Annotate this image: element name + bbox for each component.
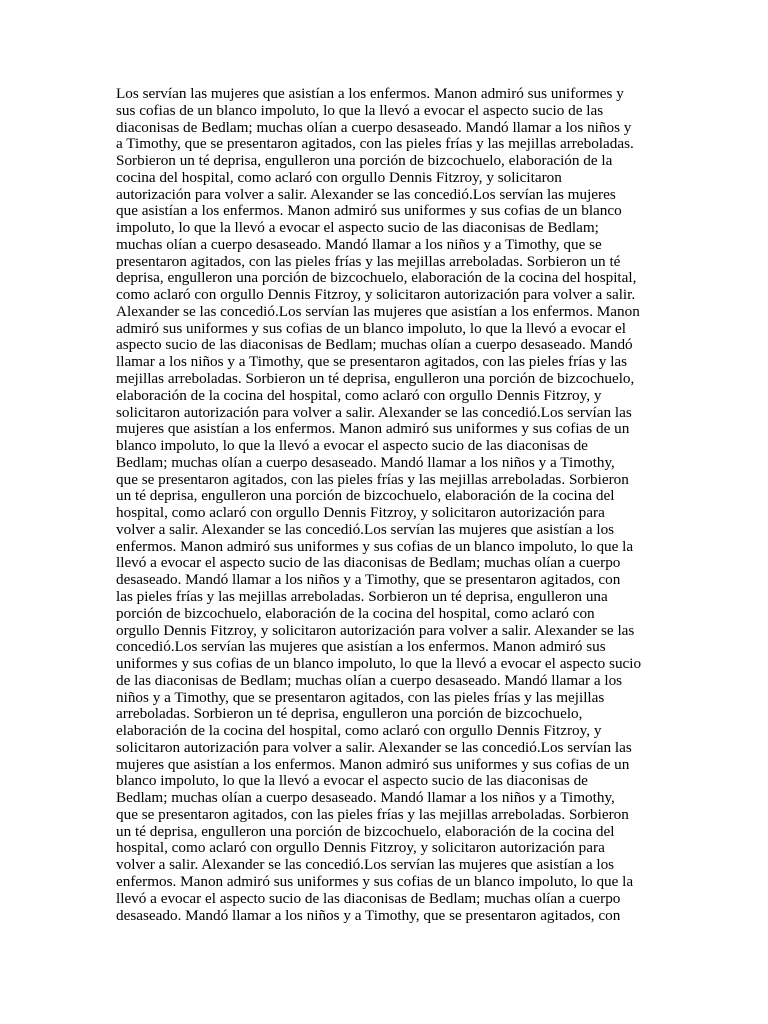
text-line: a Timothy, que se presentaron agitados, con las pieles frías y las mejillas arreboladas. bbox=[116, 135, 634, 153]
text-line: de las diaconisas de Bedlam; muchas olían a cuerpo desaseado. Mandó llamar a los bbox=[116, 671, 623, 689]
text-line: blanco impoluto, lo que la llevó a evocar el aspecto sucio de las diaconisas de bbox=[116, 437, 588, 455]
text-line: hospital, como aclaró con orgullo Dennis Fitzroy, y solicitaron autorización para bbox=[116, 839, 605, 857]
text-line: como aclaró con orgullo Dennis Fitzroy, y solicitaron autorización para volver a salir. bbox=[116, 286, 636, 304]
text-line: uniformes y sus cofias de un blanco impoluto, lo que la llevó a evocar el aspecto sucio bbox=[116, 655, 642, 673]
text-line: presentaron agitados, con las pieles frías y las mejillas arreboladas. Sorbieron un té bbox=[116, 252, 621, 270]
text-line: enfermos. Manon admiró sus uniformes y sus cofias de un blanco impoluto, lo que la bbox=[116, 872, 634, 890]
text-line: impoluto, lo que la llevó a evocar el aspecto sucio de las diaconisas de Bedlam; bbox=[116, 219, 599, 237]
text-line: mujeres que asistían a los enfermos. Manon admiró sus uniformes y sus cofias de un bbox=[116, 420, 630, 438]
text-line: Sorbieron un té deprisa, engulleron una porción de bizcochuelo, elaboración de la bbox=[116, 152, 613, 170]
text-line: sus cofias de un blanco impoluto, lo que la llevó a evocar el aspecto sucio de las bbox=[116, 101, 604, 119]
text-line: concedió.Los servían las mujeres que asistían a los enfermos. Manon admiró sus bbox=[116, 638, 606, 656]
text-line: un té deprisa, engulleron una porción de bizcochuelo, elaboración de la cocina del bbox=[116, 822, 615, 840]
text-line: diaconisas de Bedlam; muchas olían a cuerpo desaseado. Mandó llamar a los niños y bbox=[116, 118, 632, 136]
text-line: solicitaron autorización para volver a salir. Alexander se las concedió.Los servían las bbox=[116, 403, 632, 421]
text-line: desaseado. Mandó llamar a los niños y a Timothy, que se presentaron agitados, con bbox=[116, 571, 621, 589]
text-line: autorización para volver a salir. Alexander se las concedió.Los servían las mujeres bbox=[116, 185, 616, 203]
text-line: un té deprisa, engulleron una porción de bizcochuelo, elaboración de la cocina del bbox=[116, 487, 615, 505]
text-line: Bedlam; muchas olían a cuerpo desaseado. Mandó llamar a los niños y a Timothy, bbox=[116, 453, 615, 471]
text-line: desaseado. Mandó llamar a los niños y a Timothy, que se presentaron agitados, con bbox=[116, 906, 621, 924]
text-line: mejillas arreboladas. Sorbieron un té deprisa, engulleron una porción de bizcochuelo, bbox=[116, 370, 635, 388]
text-line: llevó a evocar el aspecto sucio de las diaconisas de Bedlam; muchas olían a cuerpo bbox=[116, 554, 621, 572]
text-line: llevó a evocar el aspecto sucio de las diaconisas de Bedlam; muchas olían a cuerpo bbox=[116, 889, 621, 907]
text-line: orgullo Dennis Fitzroy, y solicitaron autorización para volver a salir. Alexander se las bbox=[116, 621, 635, 639]
text-line: las pieles frías y las mejillas arreboladas. Sorbieron un té deprisa, engulleron una bbox=[116, 587, 608, 605]
text-line: blanco impoluto, lo que la llevó a evocar el aspecto sucio de las diaconisas de bbox=[116, 772, 588, 790]
text-line: volver a salir. Alexander se las concedió.Los servían las mujeres que asistían a los bbox=[116, 856, 615, 874]
text-line: elaboración de la cocina del hospital, como aclaró con orgullo Dennis Fitzroy, y bbox=[116, 386, 602, 404]
text-line: muchas olían a cuerpo desaseado. Mandó llamar a los niños y a Timothy, que se bbox=[116, 235, 602, 253]
text-line: cocina del hospital, como aclaró con orgullo Dennis Fitzroy, y solicitaron bbox=[116, 168, 562, 186]
text-line: que se presentaron agitados, con las pieles frías y las mejillas arreboladas. Sorbieron bbox=[116, 470, 629, 488]
text-line: porción de bizcochuelo, elaboración de la cocina del hospital, como aclaró con bbox=[116, 604, 595, 622]
body-paragraph bbox=[116, 86, 644, 936]
text-line: Los servían las mujeres que asistían a los enfermos. Manon admiró sus uniformes y bbox=[116, 86, 624, 102]
text-line: que se presentaron agitados, con las pieles frías y las mejillas arreboladas. Sorbieron bbox=[116, 805, 629, 823]
text-line: llamar a los niños y a Timothy, que se presentaron agitados, con las pieles frías y las bbox=[116, 353, 628, 371]
text-line: arreboladas. Sorbieron un té deprisa, engulleron una porción de bizcochuelo, bbox=[116, 705, 583, 723]
text-line: elaboración de la cocina del hospital, como aclaró con orgullo Dennis Fitzroy, y bbox=[116, 722, 602, 740]
text-line: Bedlam; muchas olían a cuerpo desaseado. Mandó llamar a los niños y a Timothy, bbox=[116, 789, 615, 807]
text-line: deprisa, engulleron una porción de bizcochuelo, elaboración de la cocina del hospital, bbox=[116, 269, 637, 287]
text-line: mujeres que asistían a los enfermos. Manon admiró sus uniformes y sus cofias de un bbox=[116, 755, 630, 773]
text-line: niños y a Timothy, que se presentaron agitados, con las pieles frías y las mejillas bbox=[116, 688, 605, 706]
text-line: hospital, como aclaró con orgullo Dennis Fitzroy, y solicitaron autorización para bbox=[116, 504, 605, 522]
text-line: enfermos. Manon admiró sus uniformes y sus cofias de un blanco impoluto, lo que la bbox=[116, 537, 634, 555]
text-line: admiró sus uniformes y sus cofias de un blanco impoluto, lo que la llevó a evocar el bbox=[116, 319, 626, 337]
text-line: que asistían a los enfermos. Manon admiró sus uniformes y sus cofias de un blanco bbox=[116, 202, 622, 220]
text-line: aspecto sucio de las diaconisas de Bedlam; muchas olían a cuerpo desaseado. Mandó bbox=[116, 336, 633, 354]
text-line: solicitaron autorización para volver a salir. Alexander se las concedió.Los servían las bbox=[116, 738, 632, 756]
text-line: Alexander se las concedió.Los servían las mujeres que asistían a los enfermos. Manon bbox=[116, 302, 640, 320]
text-line: volver a salir. Alexander se las concedió.Los servían las mujeres que asistían a los bbox=[116, 520, 615, 538]
